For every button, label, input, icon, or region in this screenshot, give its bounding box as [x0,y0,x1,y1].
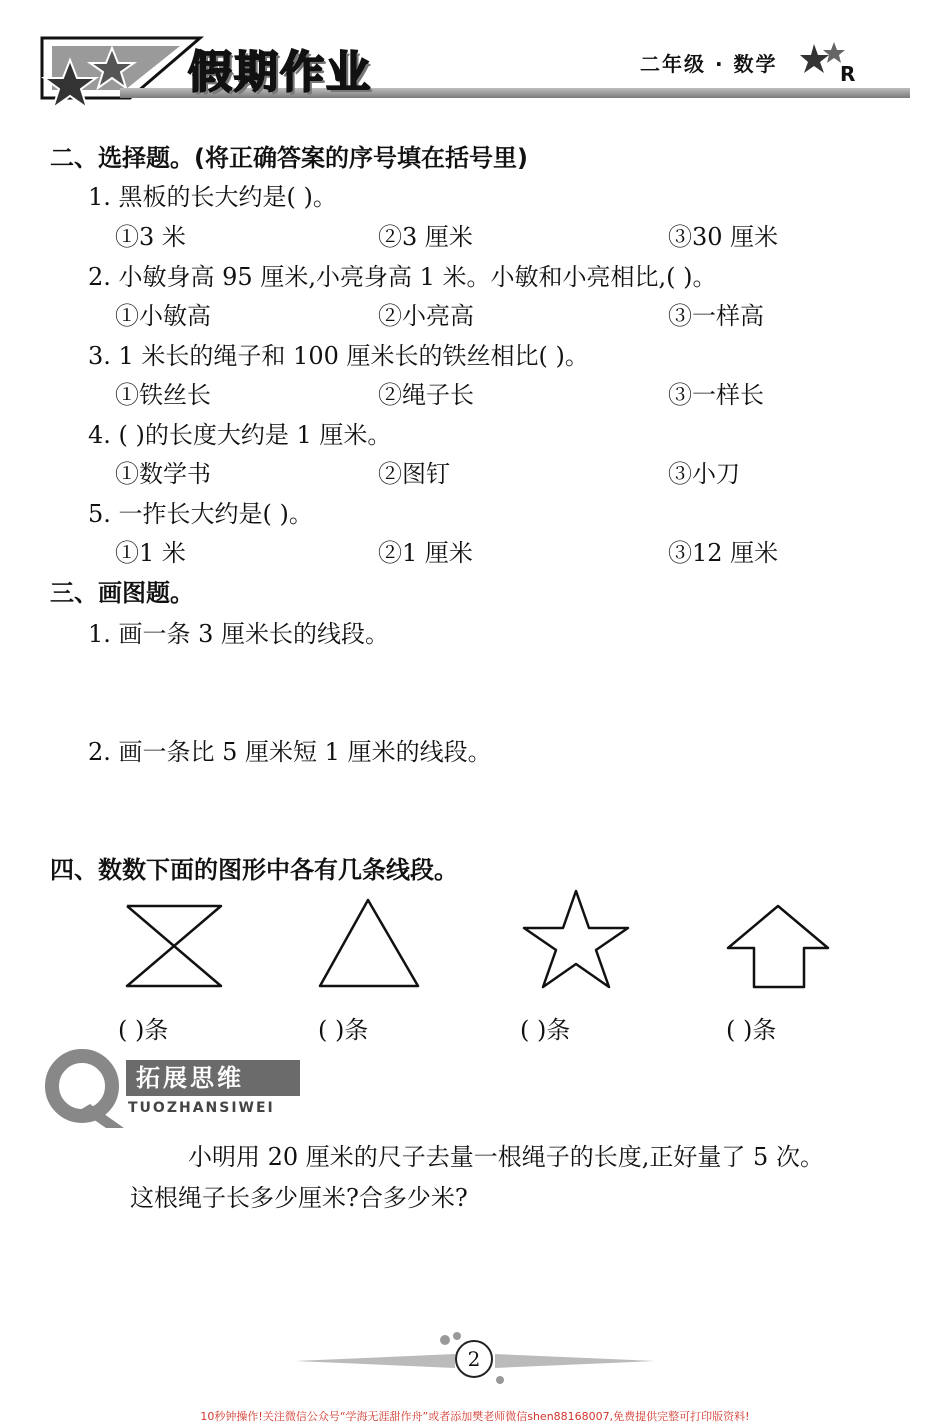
extension-problem-line2: 这根绳子长多少厘米?合多少米? [130,1184,468,1212]
extension-subtitle: TUOZHANSIWEI [128,1100,275,1116]
drawing-task-1: 1. 画一条 3 厘米长的线段。 [88,620,390,648]
answer-blank-4: ( )条 [726,1016,777,1044]
q1-option-3: ③30 厘米 [668,223,779,251]
footer-note: 10秒钟操作!关注微信公众号“学海无涯甜作舟”或者添加樊老师微信shen88168007,免费提供完整可打印版资料! [200,1410,750,1423]
q3-option-3: ③一样长 [668,381,764,409]
grade-subject: 二年级 · 数学 [640,52,778,76]
q5-option-1: ①1 米 [115,539,186,567]
answer-blank-3: ( )条 [520,1016,571,1044]
arrow-figure [722,900,834,992]
q3-option-1: ①铁丝长 [115,381,211,409]
page-title: 假期作业 [188,47,372,98]
answer-blank-1: ( )条 [118,1016,169,1044]
extension-problem-line1: 小明用 20 厘米的尺子去量一根绳子的长度,正好量了 5 次。 [188,1143,824,1171]
question-2: 2. 小敏身高 95 厘米,小亮身高 1 米。小敏和小亮相比,( )。 [88,263,717,291]
q-logo-icon [42,1048,132,1130]
answer-blank-2: ( )条 [318,1016,369,1044]
q4-option-3: ③小刀 [668,460,740,488]
star-figure [520,886,638,992]
question-1: 1. 黑板的长大约是( )。 [88,183,337,211]
q2-option-3: ③一样高 [668,302,764,330]
q1-option-2: ②3 厘米 [378,223,473,251]
q5-option-2: ②1 厘米 [378,539,473,567]
q2-option-1: ①小敏高 [115,302,211,330]
section2-title: 二、选择题。(将正确答案的序号填在括号里) [50,144,528,172]
section3-title: 三、画图题。 [50,579,194,607]
q3-option-2: ②绳子长 [378,381,474,409]
q1-option-1: ①3 米 [115,223,186,251]
q4-option-2: ②图钉 [378,460,450,488]
q2-option-2: ②小亮高 [378,302,474,330]
drawing-task-2: 2. 画一条比 5 厘米短 1 厘米的线段。 [88,738,492,766]
triangle-figure [315,895,425,991]
edition-badge: R [840,62,856,86]
page-number: 2 [455,1340,493,1378]
q5-option-3: ③12 厘米 [668,539,779,567]
extension-title: 拓展思维 [126,1060,300,1096]
q4-option-1: ①数学书 [115,460,211,488]
question-4: 4. ( )的长度大约是 1 厘米。 [88,421,392,449]
question-5: 5. 一拃长大约是( )。 [88,500,313,528]
hourglass-figure [120,900,230,992]
question-3: 3. 1 米长的绳子和 100 厘米长的铁丝相比( )。 [88,342,589,370]
section4-title: 四、数数下面的图形中各有几条线段。 [50,856,458,884]
